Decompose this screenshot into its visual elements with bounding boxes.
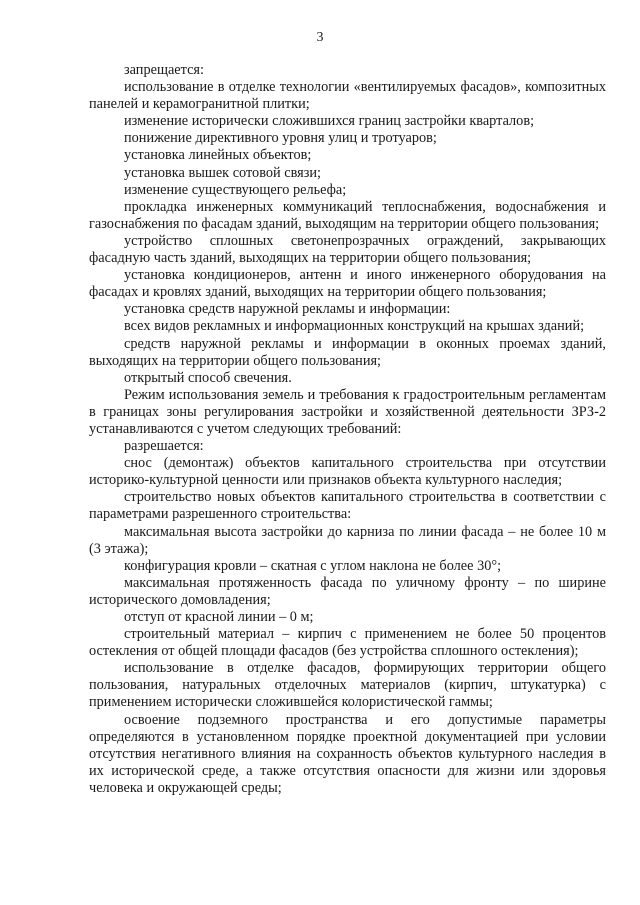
document-body [89, 62, 606, 797]
paragraph-solid-fences: устройство сплошных светонепрозрачных ограждений, закрывающих фасадную часть зданий, выходящих на территории общего пользования; [89, 232, 606, 267]
paragraph-roof-advertising: всех видов рекламных и информационных конструкций на крышах зданий; [124, 318, 585, 335]
paragraph-block-boundaries: изменение исторически сложившихся границ застройки кварталов; [124, 113, 535, 130]
paragraph-facade-finishing: использование в отделке фасадов, формирующих территории общего пользования, натуральных отделочных материалов (кирпич, штукатурка) с применением исторически сложившейся колористической гаммы; [89, 660, 606, 711]
paragraph-permitted-heading: разрешается: [124, 438, 204, 455]
paragraph-relief-change: изменение существующего рельефа; [124, 181, 347, 198]
paragraph-outdoor-advertising: установка средств наружной рекламы и информации: [124, 301, 451, 318]
paragraph-open-lighting: открытый способ свечения. [124, 369, 292, 386]
paragraph-demolition: снос (демонтаж) объектов капитального строительства при отсутствии историко-культурной ценности или признаков объекта культурного наследия; [89, 455, 606, 489]
paragraph-facade-length: максимальная протяженность фасада по уличному фронту – по ширине исторического домовладения; [89, 574, 606, 608]
paragraph-ventilated-facades: использование в отделке технологии «вентилируемых фасадов», композитных панелей и керамогранитной плитки; [89, 79, 606, 113]
paragraph-max-height: максимальная высота застройки до карниза по линии фасада – не более 10 м (3 этажа); [89, 523, 606, 557]
paragraph-red-line-offset: отступ от красной линии – 0 м; [124, 609, 314, 625]
paragraph-utility-lines: прокладка инженерных коммуникаций теплоснабжения, водоснабжения и газоснабжения по фасадам зданий, выходящим на территории общего пользования; [89, 198, 606, 232]
paragraph-prohibited-heading: запрещается: [124, 62, 204, 78]
paragraph-linear-objects: установка линейных объектов; [124, 147, 312, 164]
paragraph-new-construction: строительство новых объектов капитального строительства в соответствии с параметрами разрешенного строительства: [89, 489, 606, 523]
paragraph-window-advertising: средств наружной рекламы и информации в оконных проемах зданий, выходящих на территории общего пользования; [89, 335, 606, 369]
paragraph-zrz2-regime: Режим использования земель и требования к градостроительным регламентам в границах зоны регулирования застройки и хозяйственной деятельности ЗРЗ-2 устанавливаются с учетом следующих требований: [89, 386, 606, 437]
paragraph-roof-config: конфигурация кровли – скатная с углом наклона не более 30°; [124, 557, 502, 574]
paragraph-air-conditioners: установка кондиционеров, антенн и иного инженерного оборудования на фасадах и кровлях зданий, выходящих на территории общего пользования; [89, 267, 606, 301]
paragraph-cell-towers: установка вышек сотовой связи; [124, 164, 321, 181]
page-number: 3 [316, 30, 324, 45]
paragraph-street-level: понижение директивного уровня улиц и тротуаров; [124, 130, 437, 147]
paragraph-underground-space: освоение подземного пространства и его допустимые параметры определяются в установленном порядке проектной документацией при условии отсутствия негативного влияния на сохранность объектов культурного наследия в их исторической среде, а также отсутствия опасности для жизни или здоровья человека и окружающей среды; [89, 711, 606, 796]
paragraph-building-material: строительный материал – кирпич с применением не более 50 процентов остекления от общей площади фасадов (без устройства сплошного остекления); [89, 626, 606, 660]
